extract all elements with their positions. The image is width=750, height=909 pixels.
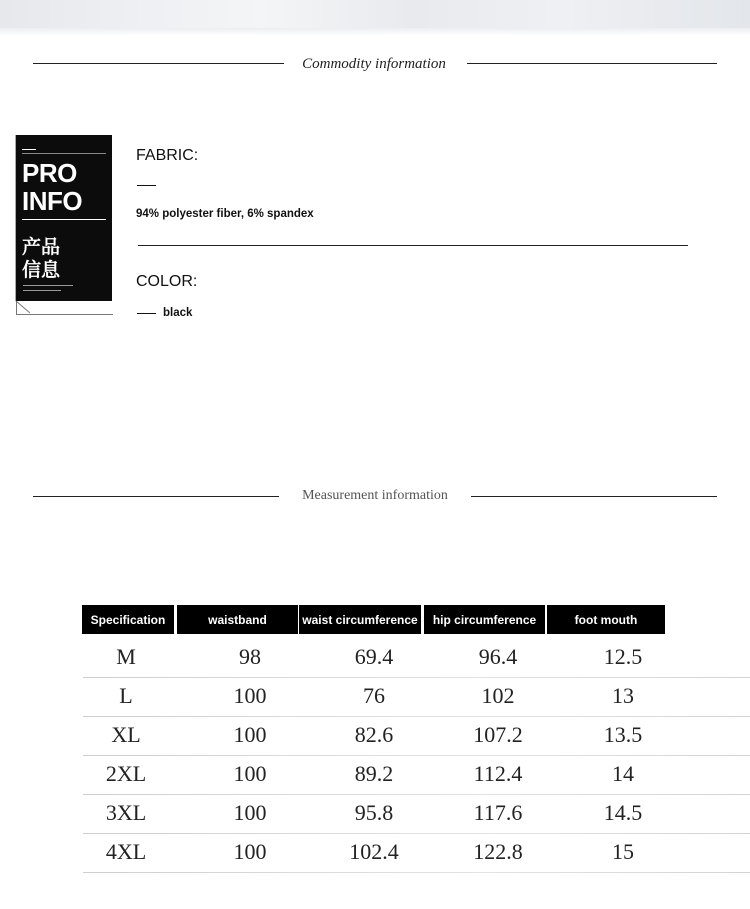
header-specification: Specification bbox=[82, 605, 174, 634]
pro-info-badge bbox=[14, 133, 112, 314]
row-divider bbox=[83, 833, 750, 834]
badge-cn-line2: 信息 bbox=[22, 259, 61, 281]
badge-title-pro: PRO bbox=[22, 158, 77, 188]
cell-waist: 89.2 bbox=[354, 761, 394, 786]
cell-hip: 96.4 bbox=[478, 644, 518, 669]
cell-hip: 102 bbox=[481, 683, 515, 708]
fabric-dash bbox=[137, 185, 156, 186]
color-value: black bbox=[163, 307, 193, 319]
cell-foot-mouth: 12.5 bbox=[603, 644, 643, 669]
cell-waistband: 100 bbox=[233, 683, 267, 708]
header-hip-circumference: hip circumference bbox=[424, 605, 545, 634]
fabric-label: FABRIC: bbox=[136, 147, 199, 164]
cell-foot-mouth: 14 bbox=[612, 761, 634, 786]
cell-waistband: 100 bbox=[233, 761, 267, 786]
cell-hip: 117.6 bbox=[473, 800, 523, 825]
cell-size: XL bbox=[111, 722, 141, 747]
cell-size: 3XL bbox=[105, 800, 147, 825]
header-waist-circumference: waist circumference bbox=[299, 605, 421, 634]
header-foot-mouth: foot mouth bbox=[547, 605, 665, 634]
row-divider bbox=[83, 872, 750, 873]
badge-title-info: INFO bbox=[22, 186, 83, 216]
cell-waist: 102.4 bbox=[349, 839, 399, 864]
badge-cn-line1: 产品 bbox=[22, 236, 61, 258]
badge-rule bbox=[22, 149, 36, 150]
fabric-value: 94% polyester fiber, 6% spandex bbox=[136, 208, 314, 220]
cell-waist: 82.6 bbox=[354, 722, 394, 747]
cell-hip: 122.8 bbox=[473, 839, 523, 864]
section-divider-left bbox=[33, 63, 284, 64]
cell-waist: 95.8 bbox=[354, 800, 394, 825]
row-divider bbox=[83, 677, 750, 678]
color-label: COLOR: bbox=[136, 273, 198, 290]
cell-foot-mouth: 13 bbox=[612, 683, 634, 708]
badge-bottom-edge bbox=[16, 301, 113, 315]
section-divider-left bbox=[33, 496, 279, 497]
cell-waistband: 100 bbox=[233, 722, 267, 747]
product-photo-edge bbox=[0, 0, 750, 30]
badge-panel bbox=[16, 135, 112, 301]
badge-rule bbox=[22, 219, 106, 220]
cell-waistband: 100 bbox=[233, 800, 267, 825]
row-divider bbox=[83, 794, 750, 795]
cell-foot-mouth: 14.5 bbox=[603, 800, 643, 825]
row-divider bbox=[83, 716, 750, 717]
cell-size: 4XL bbox=[105, 839, 147, 864]
cell-size: 2XL bbox=[105, 761, 147, 786]
cell-foot-mouth: 13.5 bbox=[603, 722, 643, 747]
cell-size: L bbox=[119, 683, 133, 708]
color-dash bbox=[137, 313, 156, 314]
commodity-section-title: Commodity information bbox=[302, 56, 446, 72]
cell-foot-mouth: 15 bbox=[612, 839, 634, 864]
cell-hip: 107.2 bbox=[473, 722, 523, 747]
badge-fine-print bbox=[23, 290, 61, 291]
badge-fine-print bbox=[23, 285, 73, 286]
info-divider bbox=[138, 245, 688, 246]
section-divider-right bbox=[467, 63, 717, 64]
cell-size: M bbox=[116, 644, 136, 669]
cell-waistband: 98 bbox=[239, 644, 261, 669]
cell-hip: 112.4 bbox=[473, 761, 523, 786]
cell-waist: 69.4 bbox=[354, 644, 394, 669]
measurement-section-title: Measurement information bbox=[302, 488, 448, 503]
row-divider bbox=[83, 755, 750, 756]
header-waistband: waistband bbox=[177, 605, 298, 634]
cell-waistband: 100 bbox=[233, 839, 267, 864]
section-divider-right bbox=[471, 496, 717, 497]
badge-rule bbox=[22, 153, 106, 154]
cell-waist: 76 bbox=[363, 683, 385, 708]
